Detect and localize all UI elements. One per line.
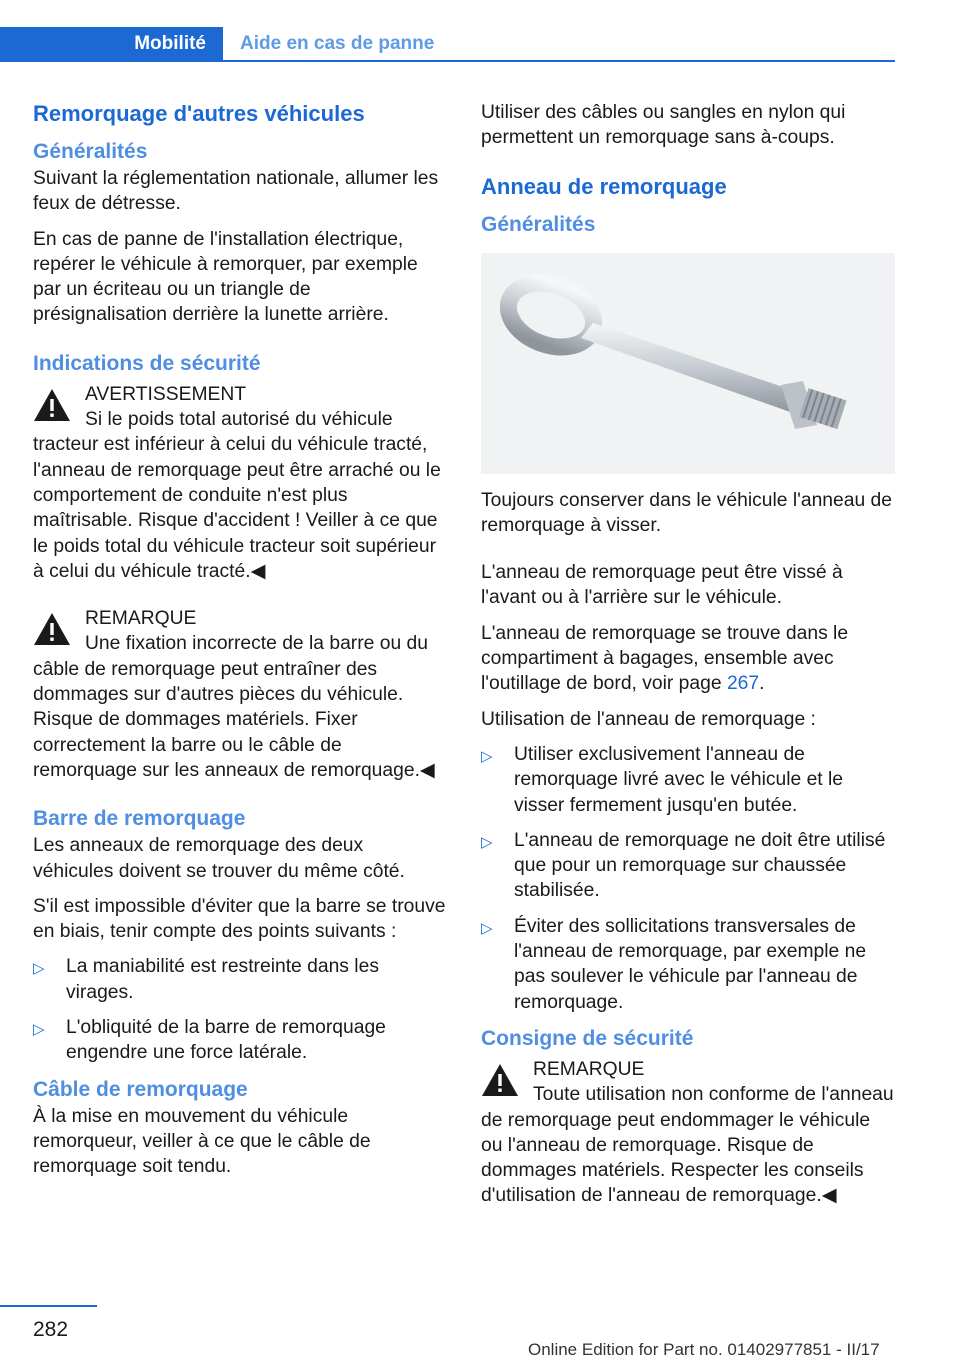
list-item: ▷ Utiliser exclusivement l'anneau de remorquage livré avec le véhicule et le visser fermement jusqu'en butée. <box>481 743 844 816</box>
tab-aide-panne[interactable] <box>223 27 434 61</box>
triangle-right-icon: ▷ <box>33 960 45 978</box>
triangle-right-icon: ▷ <box>481 833 493 851</box>
warning-triangle-icon <box>33 388 71 422</box>
barre-list <box>33 954 447 1065</box>
warning-text: Si le poids total autorisé du véhicule tracteur est inférieur à celui du véhicule tracté, l'anneau de remorquage peut être arraché ou le comportement de conduite n'est plus maîtrisable. Risque d'accident ! Veiller à ce que le poids total du véhicule tracteur soit supérieur à celui du véhicule tracté.◀ <box>33 409 441 582</box>
tab-mobilite[interactable] <box>0 27 223 61</box>
generalites-heading: Généralités <box>33 140 148 163</box>
paragraph: En cas de panne de l'installation électrique, repérer le véhicule à remorquer, par exemple par un écriteau ou un triangle de présignalisation derrière la lunette arrière. <box>33 228 418 326</box>
list-item: ▷ Éviter des sollicitations transversales de l'anneau de remorquage, par exemple ne pas soulever le véhicule par l'anneau de remorquage. <box>481 915 867 1013</box>
note-label: REMARQUE <box>533 1058 645 1080</box>
anneau-list <box>481 742 895 1015</box>
paragraph: Utiliser des câbles ou sangles en nylon qui permettent un remorquage sans à-coups. <box>481 102 846 149</box>
towing-eye-image <box>481 253 895 474</box>
paragraph: Suivant la réglementation nationale, allumer les feux de détresse. <box>33 168 439 215</box>
barre-heading: Barre de remorquage <box>33 807 246 831</box>
note-label: REMARQUE <box>85 608 197 630</box>
edition-footer: Online Edition for Part no. 01402977851 - II/17 <box>528 1340 880 1359</box>
note-text: Une fixation incorrecte de la barre ou du câble de remorquage peut entraîner des dommages sur d'autres pièces du véhicule. Risque de dommages matériels. Fixer correctement la barre ou le câble de remorquage sur les anneaux de remorquage.◀ <box>33 633 435 781</box>
section-title: Remorquage d'autres véhicules <box>33 101 365 126</box>
warning-triangle-icon <box>481 1063 519 1097</box>
warning-label: AVERTISSEMENT <box>85 383 247 405</box>
consigne-heading: Consigne de sécurité <box>481 1026 694 1050</box>
header-divider <box>0 60 895 62</box>
paragraph: Les anneaux de remorquage des deux véhicules doivent se trouver du même côté. <box>33 835 405 882</box>
note-block <box>481 1057 895 1209</box>
triangle-right-icon: ▷ <box>481 919 493 937</box>
tab-aide-panne-label: Aide en cas de panne <box>240 33 435 54</box>
towing-eye-illustration <box>481 253 895 474</box>
paragraph: S'il est impossible d'éviter que la barre se trouve en biais, tenir compte des points suivants : <box>33 895 446 943</box>
page-number: 282 <box>33 1318 69 1341</box>
triangle-right-icon: ▷ <box>481 747 493 765</box>
page-link-267[interactable]: 267 <box>726 673 760 695</box>
photo-caption: Toujours conserver dans le véhicule l'anneau de remorquage à visser. <box>481 489 892 536</box>
triangle-right-icon: ▷ <box>33 1021 45 1039</box>
generalites-heading: Généralités <box>481 212 596 236</box>
cable-heading: Câble de remorquage <box>33 1077 248 1101</box>
paragraph: À la mise en mouvement du véhicule remorqueur, veiller à ce que le câble de remorquage soit tendu. <box>33 1105 371 1178</box>
list-item: ▷ L'obliquité de la barre de remorquage engendre une force latérale. <box>33 1017 386 1064</box>
warning-block <box>33 382 447 584</box>
left-column <box>33 100 447 1190</box>
paragraph: Utilisation de l'anneau de remorquage : <box>481 708 816 730</box>
securite-heading: Indications de sécurité <box>33 351 261 375</box>
anneau-heading: Anneau de remorquage <box>481 173 727 199</box>
chapter-tabs <box>0 27 895 61</box>
right-column <box>481 100 895 1219</box>
note-block <box>33 606 447 783</box>
list-item: ▷ La maniabilité est restreinte dans les virages. <box>33 956 379 1003</box>
list-item: ▷ L'anneau de remorquage ne doit être utilisé que pour un remorquage sur chaussée stabilisée. <box>481 829 886 902</box>
note-text: Toute utilisation non conforme de l'anneau de remorquage peut endommager le véhicule ou l'anneau de remorquage. Risque de dommages matériels. Respecter les conseils d'utilisation de l'anneau de remorquage.◀ <box>481 1084 894 1207</box>
paragraph: L'anneau de remorquage peut être vissé à l'avant ou à l'arrière sur le véhicule. <box>481 562 843 609</box>
paragraph: L'anneau de remorquage se trouve dans le compartiment à bagages, ensemble avec l'outillage de bord, voir page 267. <box>481 622 849 695</box>
footer-divider <box>0 1305 97 1307</box>
tab-mobilite-label: Mobilité <box>134 33 206 54</box>
warning-triangle-icon <box>33 612 71 646</box>
